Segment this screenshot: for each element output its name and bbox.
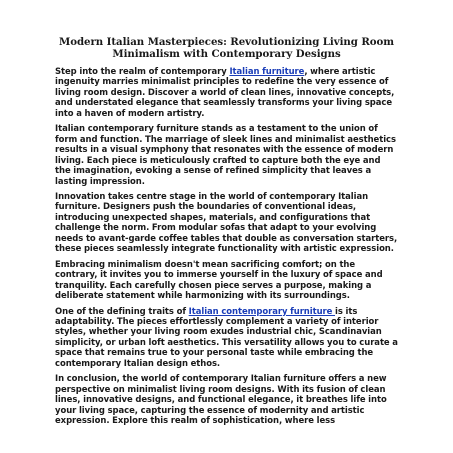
paragraph-innovation: Innovation takes centre stage in the world of contemporary Italian furniture. Designers push the boundaries of conventional ideas, introducing unexpected shapes, materials, and configurations that challenge the norm. From modular sofas that adapt to your evolving needs to avant-garde coffee tables that double as conversation starters, these pieces seamlessly integrate functionality with artistic expression. bbox=[55, 190, 398, 254]
article-title: Modern Italian Masterpieces: Revolutionizing Living Room Minimalism with Contemporary Designs bbox=[59, 36, 394, 60]
italian-contemporary-furniture-link[interactable]: Italian contemporary furniture bbox=[188, 305, 336, 316]
paragraph-intro bbox=[55, 66, 398, 118]
article bbox=[55, 36, 398, 431]
paragraph-intro-text-after: , where artistic ingenuity marries minimalist principles to redefine the very essence of living room design. Discover a world of clean lines, innovative concepts, and understated elegance that seamlessly transforms your living space into a haven of modern artistry. bbox=[55, 66, 395, 118]
paragraph-adaptability-text-before: One of the defining traits of bbox=[55, 305, 189, 316]
paragraph-adaptability-text-after: is its adaptability. The pieces effortlessly complement a variety of interior styles, whether your living room exudes industrial chic, Scandinavian simplicity, or urban loft aesthetics. This versatility allows you to curate a space that remains true to your personal taste while embracing the contemporary Italian design ethos. bbox=[55, 305, 398, 368]
paragraph-adaptability bbox=[55, 306, 398, 369]
italian-furniture-link[interactable]: Italian furniture bbox=[229, 66, 305, 76]
paragraph-minimalism: Embracing minimalism doesn't mean sacrificing comfort; on the contrary, it invites you to immerse yourself in the luxury of space and tranquility. Each carefully chosen piece serves a purpose, making a deliberate statement while harmonizing with its surroundings. bbox=[55, 258, 383, 301]
paragraph-intro-text-before: Step into the realm of contemporary bbox=[55, 66, 230, 76]
paragraph-conclusion: In conclusion, the world of contemporary Italian furniture offers a new perspective on minimalist living room designs. With its fusion of clean lines, innovative designs, and functional elegance, it breathes life into your living space, capturing the essence of modernity and artistic expression. Explore this realm of sophistication, where less bbox=[55, 373, 387, 426]
paragraph-form-function: Italian contemporary furniture stands as a testament to the union of form and function. The marriage of sleek lines and minimalist aesthetics results in a visual symphony that resonates with the essence of modern living. Each piece is meticulously crafted to capture both the eye and the imagination, evoking a sense of refined simplicity that leaves a lasting impression. bbox=[55, 123, 396, 186]
